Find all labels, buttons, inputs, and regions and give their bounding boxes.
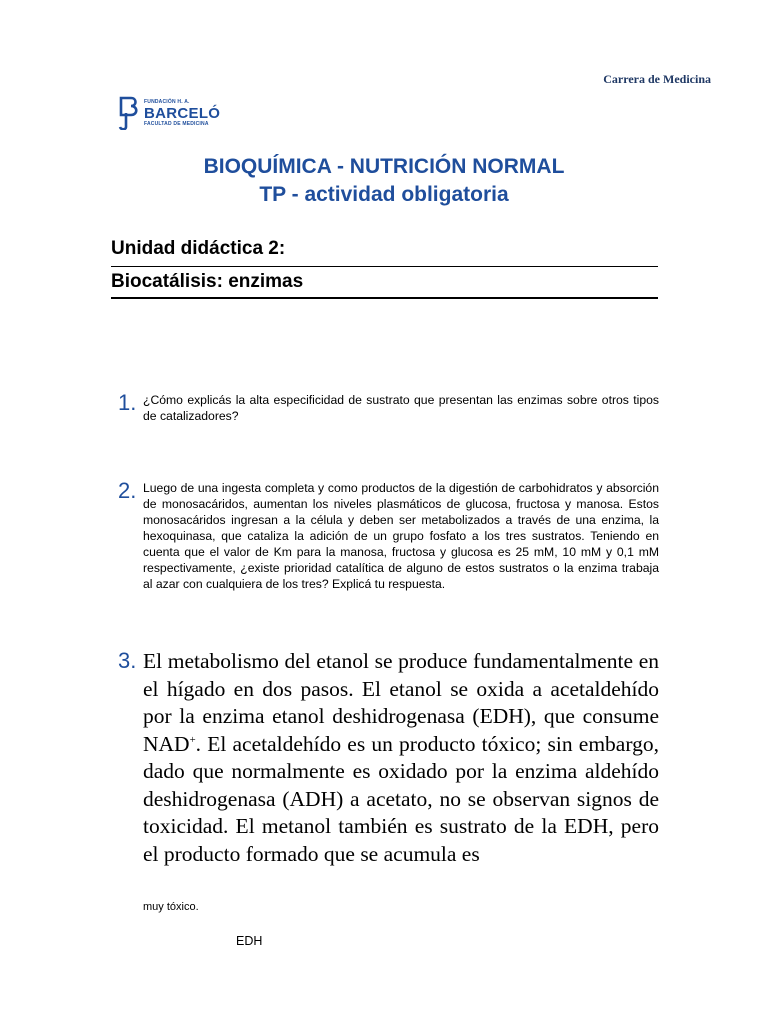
barcelo-emblem-icon [118, 96, 140, 130]
question-1 [118, 392, 659, 424]
career-header: Carrera de Medicina [603, 72, 711, 86]
logo-line-foundation: FUNDACIÓN H. A. [144, 98, 190, 105]
question-text-part-1: El metabolismo del etanol se produce fundamentalmente en el hígado en dos pasos. El etanol se oxida a acetaldehído por la enzima etanol deshidrogenasa (EDH), que consume NAD [143, 649, 659, 756]
question-number: 3. [118, 648, 137, 673]
question-text: ¿Cómo explicás la alta especificidad de sustrato que presentan las enzimas sobre otros tipos de catalizadores? [143, 393, 659, 423]
barcelo-logo [118, 95, 220, 131]
question-number: 1. [118, 390, 137, 415]
unit-subheading: Biocatálisis: enzimas [111, 271, 658, 299]
title-line-1: BIOQUÍMICA - NUTRICIÓN NORMAL [203, 155, 565, 178]
superscript-plus: + [189, 733, 196, 746]
edh-label: EDH [236, 934, 263, 948]
question-3 [118, 648, 659, 868]
question-3-tail: muy tóxico. [143, 901, 199, 913]
logo-line-faculty: FACULTAD DE MEDICINA [144, 120, 209, 127]
page-title [0, 153, 768, 209]
question-text-part-2: . El acetaldehído es un producto tóxico; sin embargo, dado que normalmente es oxidado por la enzima aldehído deshidrogenasa (ADH) a acetato, no se observan signos de toxicidad. El metanol también es sustrato de la EDH, pero el producto formado que se acumula es [143, 731, 659, 866]
title-line-2: TP - actividad obligatoria [259, 183, 509, 206]
question-text [143, 648, 659, 868]
logo-line-name: BARCELÓ [144, 104, 221, 122]
question-text: Luego de una ingesta completa y como productos de la digestión de carbohidratos y absorción de monosacáridos, aumentan los niveles plasmáticos de glucosa, fructosa y manosa. Estos monosacáridos ingresan a la célula y deben ser metabolizados a través de una enzima, la hexoquinasa, que cataliza la adición de un grupo fosfato a los tres sustratos. Teniendo en cuenta que el valor de Km para la manosa, fructosa y glucosa es 25 mM, 10 mM y 0,1 mM respectivamente, ¿existe prioridad catalítica de alguno de estos sustratos o la enzima trabaja al azar con cualquiera de los tres? Explicá tu respuesta. [143, 481, 659, 591]
unit-heading: Unidad didáctica 2: [111, 238, 658, 267]
question-number: 2. [118, 478, 137, 503]
question-2 [118, 480, 659, 592]
